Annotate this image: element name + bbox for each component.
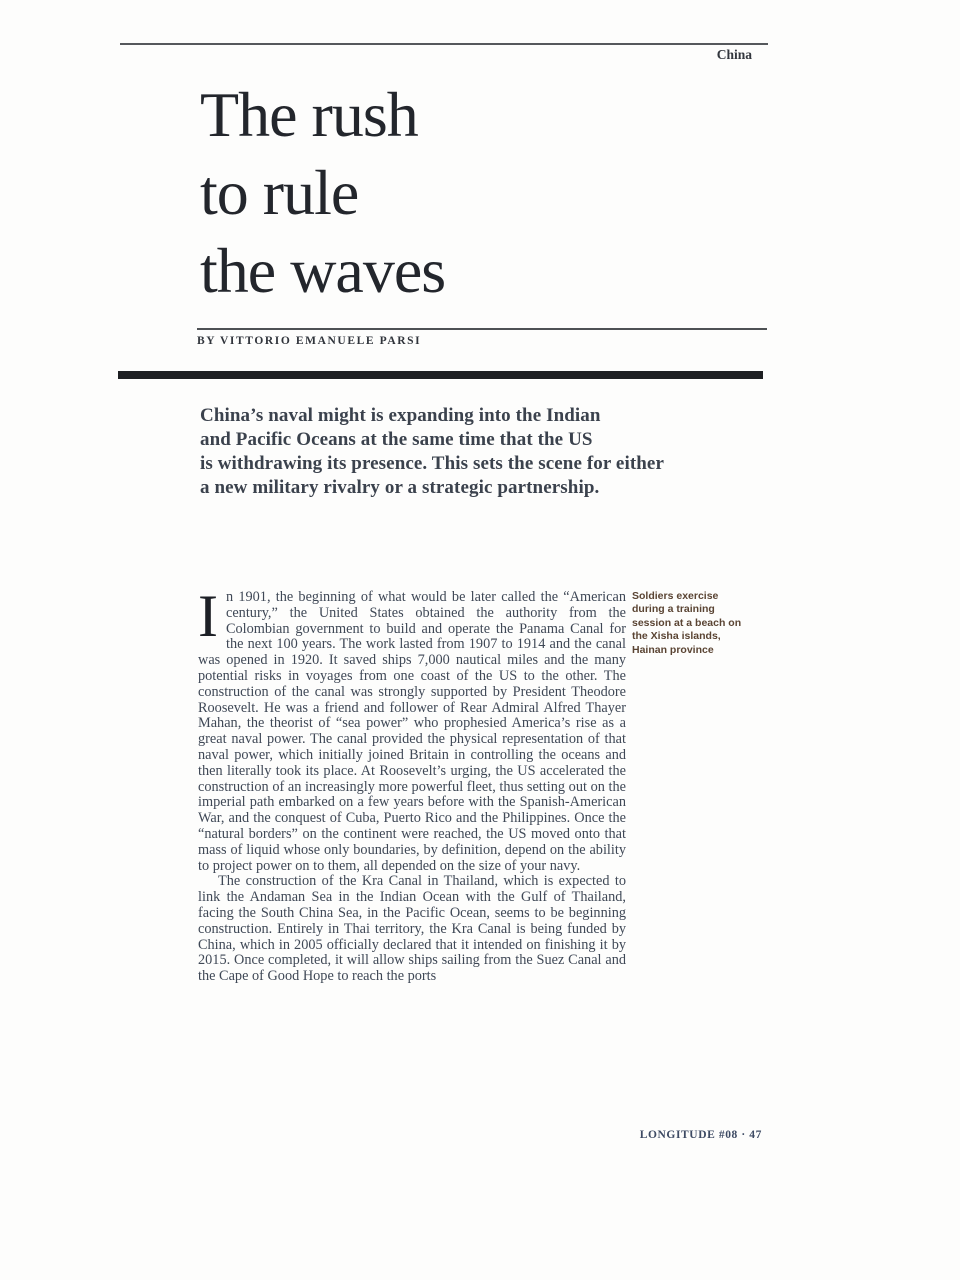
article-title <box>200 76 445 310</box>
standfirst <box>200 404 780 500</box>
body-paragraph-1 <box>198 583 626 874</box>
photo-caption-line-5: Hainan province <box>632 643 714 656</box>
article-title-line-2: to rule <box>200 157 359 228</box>
body-text-column <box>198 583 626 985</box>
article-title-line-3: the waves <box>200 235 446 306</box>
standfirst-line-4: a new military rivalry or a strategic partnership. <box>200 477 600 498</box>
photo-caption-line-4: the Xisha islands, <box>632 630 721 643</box>
article-title-line-1: The rush <box>200 79 418 150</box>
standfirst-line-3: is withdrawing its presence. This sets the scene for either <box>200 453 664 474</box>
photo-caption-line-2: during a training <box>632 603 715 616</box>
photo-caption-line-3: session at a beach on <box>632 616 742 629</box>
body-paragraph-1-text: n 1901, the beginning of what would be later called the “American century,” the United States obtained the authority from the Colombian government to build and operate the Panama Canal for the next 100 years. The work lasted from 1907 to 1914 and the canal was opened in 1920. It saved ships 7,000 nautical miles and the many potential risks in voyages from one coast of the US to the other. The construction of the canal was strongly supported by President Theodore Roosevelt. He was a friend and follower of Rear Admiral Alfred Thayer Mahan, the theorist of “sea power” who prophesied America’s rise as a great naval power. The canal provided the physical representation of that naval power, which initially joined Britain in controlling the oceans and then literally took its place. At Roosevelt’s urging, the US accelerated the construction of an increasingly more powerful fleet, thus setting out on the imperial path embarked on a few years before with the Spanish-American War, and the conquest of Cuba, Puerto Rico and the Philippines. Once the “natural borders” on the continent were reached, the US moved onto that mass of liquid whose only boundaries, by definition, depend on the ability to project power on to them, all depended on the size of your navy. <box>198 589 626 874</box>
byline: BY VITTORIO EMANUELE PARSI <box>197 335 422 347</box>
header-rule <box>120 43 768 45</box>
standfirst-line-1: China’s naval might is expanding into the Indian <box>200 405 601 426</box>
photo-caption-line-1: Soldiers exercise <box>632 590 719 602</box>
divider-rule <box>118 371 763 379</box>
drop-cap: I <box>198 583 218 649</box>
byline-rule <box>197 328 767 330</box>
section-kicker: China <box>716 47 752 62</box>
photo-caption <box>632 590 772 657</box>
standfirst-line-2: and Pacific Oceans at the same time that the US <box>200 429 593 450</box>
body-paragraph-2: The construction of the Kra Canal in Thailand, which is expected to link the Andaman Sea in the Indian Ocean with the Gulf of Thailand, facing the South China Sea, in the Pacific Ocean, seems to be beginning construction. Entirely in Thai territory, the Kra Canal is being funded by China, which in 2005 officially declared that it intended on finishing it by 2015. Once completed, it will allow ships sailing from the Suez Canal and the Cape of Good Hope to reach the ports <box>198 873 626 985</box>
page-folio: LONGITUDE #08 · 47 <box>639 1129 762 1141</box>
